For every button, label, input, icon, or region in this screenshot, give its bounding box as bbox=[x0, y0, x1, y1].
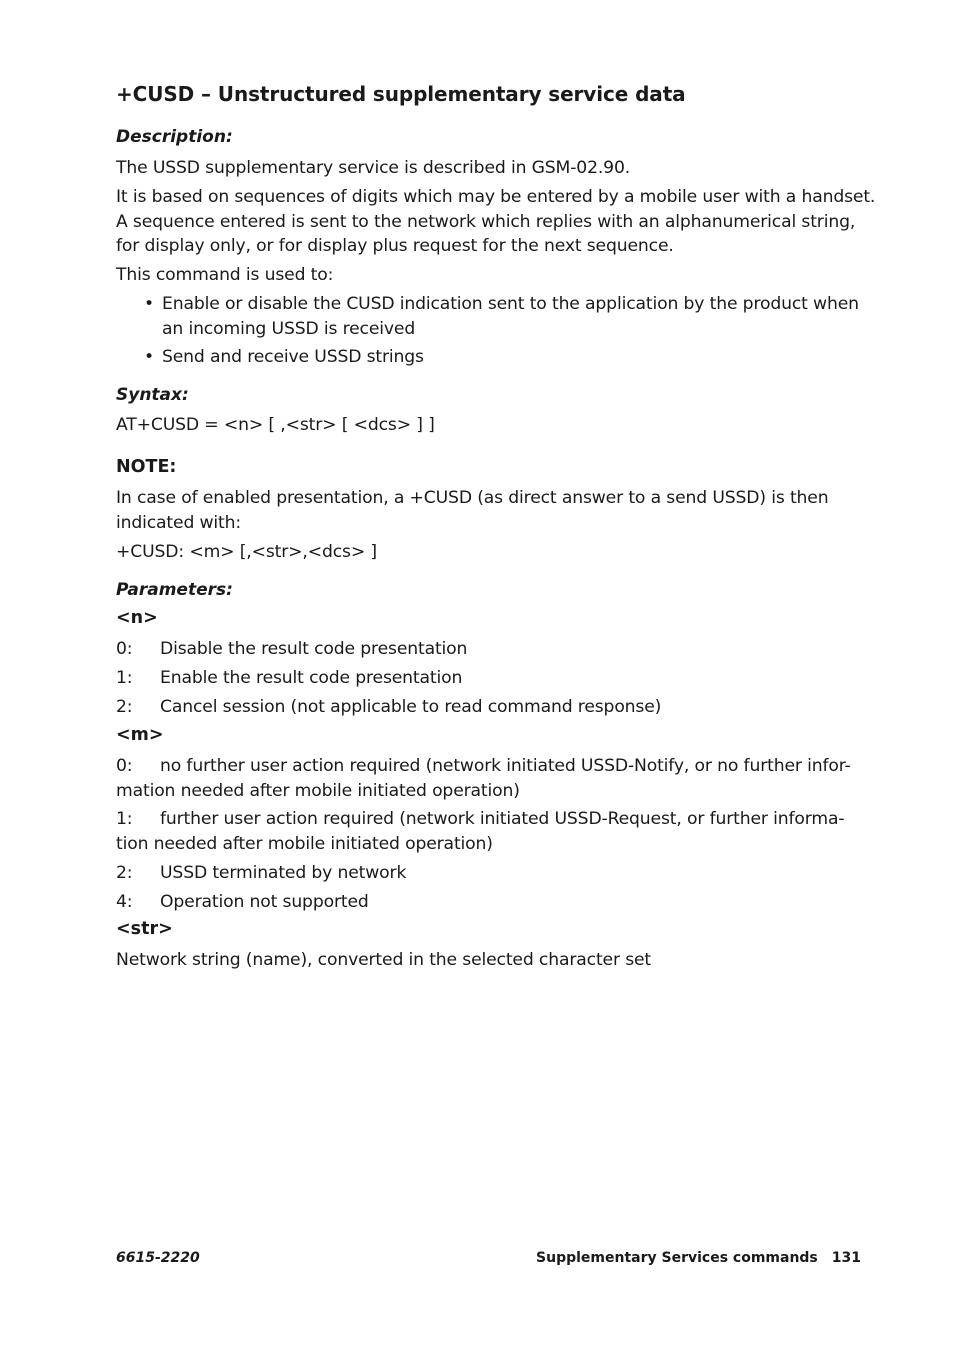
param-n-item bbox=[116, 695, 661, 720]
param-m-label: <m> bbox=[116, 725, 164, 745]
note-paragraph bbox=[116, 486, 828, 535]
param-description: Enable the result code presentation bbox=[160, 668, 463, 688]
param-m-item bbox=[116, 807, 844, 856]
param-n-item bbox=[116, 666, 462, 691]
description-paragraph-3: This command is used to: bbox=[116, 265, 334, 285]
param-description: Cancel session (not applicable to read command response) bbox=[160, 697, 662, 717]
bullet-icon: • bbox=[144, 347, 154, 367]
param-n-label: <n> bbox=[116, 608, 158, 628]
param-m-item bbox=[116, 890, 369, 915]
note-heading: NOTE: bbox=[116, 457, 177, 477]
syntax-heading: Syntax: bbox=[116, 385, 189, 405]
param-value: 2: bbox=[116, 697, 133, 717]
footer-doc-number: 6615-2220 bbox=[116, 1250, 200, 1266]
note-paragraph-line: indicated with: bbox=[116, 512, 242, 533]
param-description: Disable the result code presentation bbox=[160, 639, 468, 659]
description-paragraph-2 bbox=[116, 185, 875, 259]
param-str-description: Network string (name), converted in the selected character set bbox=[116, 950, 652, 970]
note-response-format: +CUSD: <m> [,<str>,<dcs> ] bbox=[116, 542, 377, 562]
param-str-label: <str> bbox=[116, 919, 173, 939]
bullet-icon: • bbox=[144, 294, 154, 314]
param-value: 4: bbox=[116, 892, 133, 912]
param-value: 1: bbox=[116, 809, 133, 829]
description-paragraph-2-line: It is based on sequences of digits which may be entered by a mobile user with a handset. bbox=[116, 187, 876, 207]
note-paragraph-line: In case of enabled presentation, a +CUSD (as direct answer to a send USSD) is then bbox=[116, 488, 829, 508]
param-value: 0: bbox=[116, 756, 133, 776]
description-paragraph-1: The USSD supplementary service is described in GSM-02.90. bbox=[116, 158, 631, 178]
param-description: further user action required (network initiated USSD-Request, or further informa- bbox=[160, 809, 845, 829]
param-m-item bbox=[116, 754, 851, 803]
bullet-item-line: Enable or disable the CUSD indication sent to the application by the product when bbox=[162, 294, 859, 314]
footer-section bbox=[536, 1250, 861, 1266]
param-value: 1: bbox=[116, 668, 133, 688]
param-description: USSD terminated by network bbox=[160, 863, 407, 883]
page-title: +CUSD – Unstructured supplementary service data bbox=[116, 82, 686, 106]
param-description: no further user action required (network initiated USSD-Notify, or no further infor- bbox=[160, 756, 851, 776]
param-description-continuation: tion needed after mobile initiated operation) bbox=[116, 833, 493, 854]
page-number: 131 bbox=[831, 1250, 861, 1266]
description-paragraph-2-line: for display only, or for display plus request for the next sequence. bbox=[116, 236, 674, 256]
bullet-list-item bbox=[116, 292, 859, 341]
bullet-item-line: an incoming USSD is received bbox=[162, 318, 416, 339]
parameters-heading: Parameters: bbox=[116, 580, 233, 600]
param-description-continuation: mation needed after mobile initiated operation) bbox=[116, 780, 520, 801]
syntax-command: AT+CUSD = <n> [ ,<str> [ <dcs> ] ] bbox=[116, 415, 435, 435]
bullet-item-line: Send and receive USSD strings bbox=[162, 347, 424, 367]
description-heading: Description: bbox=[116, 127, 233, 147]
param-description: Operation not supported bbox=[160, 892, 369, 912]
param-n-item bbox=[116, 637, 467, 662]
footer-section-title: Supplementary Services commands bbox=[536, 1250, 818, 1266]
bullet-list-item bbox=[116, 345, 424, 370]
description-paragraph-2-line: A sequence entered is sent to the network which replies with an alphanumerical string, bbox=[116, 211, 856, 232]
param-m-item bbox=[116, 861, 406, 886]
param-value: 2: bbox=[116, 863, 133, 883]
param-value: 0: bbox=[116, 639, 133, 659]
